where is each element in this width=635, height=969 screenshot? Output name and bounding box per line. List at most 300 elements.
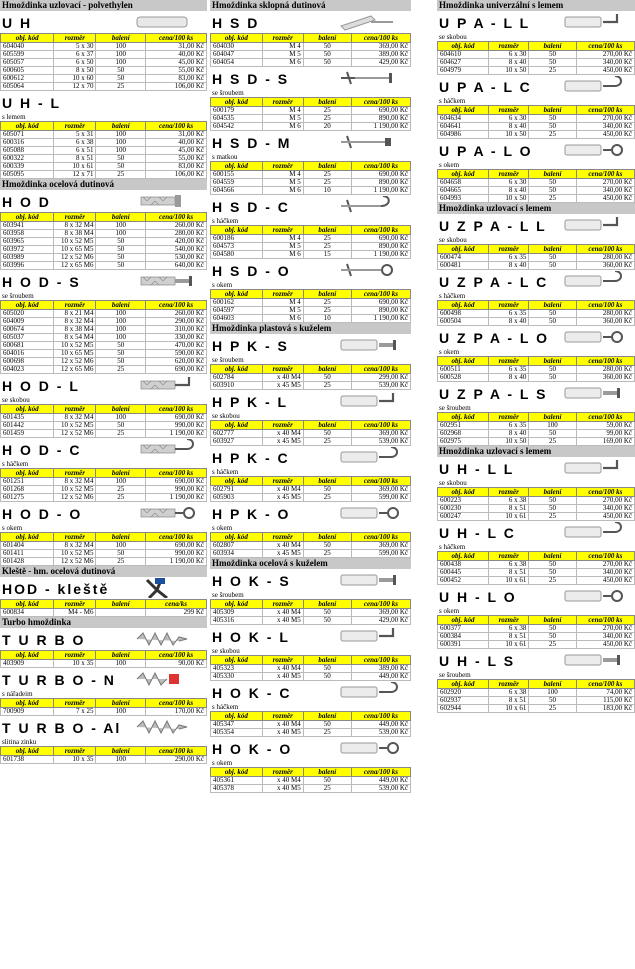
column-header: obj. kód (211, 290, 263, 299)
price-cell: 539,00 Kč (351, 438, 410, 446)
product-variant: s háčkem (2, 460, 29, 468)
toggle-hook-icon (331, 196, 401, 221)
pliers-icon (127, 578, 197, 603)
size-cell: 12 x 71 (54, 171, 96, 179)
table-row (1, 310, 207, 318)
price-cell: 83,00 Kč (146, 163, 207, 171)
column-header: cena/100 ks (351, 98, 410, 107)
column-header: cena/100 ks (351, 533, 410, 542)
price-cell: 340,00 Kč (576, 569, 634, 577)
product-variant: s lemem (2, 113, 26, 121)
table-row (211, 43, 411, 51)
column-header: balení (303, 477, 351, 486)
product-name: H P K - L (212, 394, 289, 410)
price-cell: 599,00 Kč (351, 494, 410, 502)
order-code-cell: 405354 (211, 729, 263, 737)
price-cell: 690,00 Kč (351, 171, 410, 179)
order-code-cell: 600438 (438, 561, 489, 569)
package-cell: 100 (529, 422, 576, 430)
size-cell: 12 x 65 M6 (54, 366, 96, 374)
order-code-cell: 604040 (1, 43, 54, 51)
price-cell: 470,00 Kč (146, 342, 207, 350)
order-code-cell: 603927 (211, 438, 263, 446)
order-code-cell: 604573 (211, 243, 263, 251)
size-cell: 7 x 25 (54, 708, 96, 716)
package-cell: 50 (529, 697, 576, 705)
order-code-cell: 405347 (211, 721, 263, 729)
package-cell: 50 (529, 366, 576, 374)
table-row (211, 430, 411, 438)
product-heading (0, 91, 207, 113)
column-header: cena/100 ks (351, 712, 410, 721)
package-cell: 50 (529, 254, 576, 262)
column-header: rozměr (54, 469, 96, 478)
column-header: obj. kód (211, 712, 263, 721)
product-variant: s okem (439, 607, 460, 615)
table-row (211, 374, 411, 382)
product-variant: se šroubem (212, 591, 244, 599)
table-row (438, 123, 635, 131)
product-variant: s háčkem (439, 543, 466, 551)
table-row (1, 486, 207, 494)
size-cell: x 40 M5 (262, 785, 303, 793)
package-cell: 50 (303, 542, 351, 550)
order-code-cell: 600674 (1, 326, 54, 334)
column-header: rozměr (262, 34, 303, 43)
size-cell: 6 x 51 (54, 147, 96, 155)
table-row (211, 59, 411, 67)
size-cell: 12 x 65 M6 (54, 262, 96, 270)
table-row (1, 550, 207, 558)
size-cell: 6 x 37 (54, 51, 96, 59)
column-header: balení (303, 712, 351, 721)
hook-c-icon (127, 439, 197, 464)
column-right (437, 0, 635, 713)
price-cell: 90,00 Kč (146, 660, 207, 668)
column-header: rozměr (489, 616, 529, 625)
table-header-row (211, 162, 411, 171)
column-header: obj. kód (438, 357, 489, 366)
product-heading (210, 569, 411, 591)
size-cell: 8 x 40 (489, 318, 529, 326)
package-cell: 100 (96, 43, 146, 51)
price-table (210, 420, 411, 446)
product-block-h-o-d-s (0, 270, 207, 374)
table-row (211, 673, 411, 681)
package-cell: 100 (96, 310, 146, 318)
column-header: obj. kód (438, 552, 489, 561)
table-row (1, 262, 207, 270)
product-name: H O D - O (2, 506, 83, 522)
order-code-cell: 604634 (438, 115, 489, 123)
plastic-c-icon (331, 447, 401, 472)
order-code-cell: 600223 (438, 497, 489, 505)
size-cell: x 40 M4 (262, 542, 303, 550)
table-header-row (211, 600, 411, 609)
table-row (438, 51, 635, 59)
product-block-h-o-k-o (210, 737, 411, 793)
order-code-cell: 600230 (438, 505, 489, 513)
column-header: obj. kód (438, 170, 489, 179)
column-header: balení (529, 106, 576, 115)
package-cell: 25 (529, 438, 576, 446)
package-cell: 50 (529, 187, 576, 195)
size-cell: 6 x 38 (489, 689, 529, 697)
package-cell: 50 (303, 609, 351, 617)
size-cell: M 6 (262, 315, 303, 323)
column-header: obj. kód (438, 301, 489, 310)
table-row (1, 558, 207, 566)
table-header-row (438, 552, 635, 561)
column-header: cena/100 ks (351, 162, 410, 171)
order-code-cell: 600681 (1, 342, 54, 350)
table-row (438, 497, 635, 505)
size-cell: 12 x 52 M6 (54, 254, 96, 262)
product-heading (437, 649, 635, 671)
toggle-icon (331, 12, 401, 37)
price-cell: 99,00 Kč (576, 430, 634, 438)
price-cell: 530,00 Kč (146, 254, 207, 262)
price-cell: 690,00 Kč (351, 235, 410, 243)
table-row (211, 107, 411, 115)
package-cell: 25 (529, 513, 576, 521)
product-name: U Z P A - L L (439, 218, 547, 234)
price-table (437, 551, 635, 585)
price-table (0, 746, 207, 764)
order-code-cell: 600474 (438, 254, 489, 262)
hook-l-icon (127, 375, 197, 400)
column-header: rozměr (489, 170, 529, 179)
package-cell: 100 (96, 414, 146, 422)
product-name: H P K - C (212, 450, 290, 466)
order-code-cell: 604986 (438, 131, 489, 139)
table-row (438, 262, 635, 270)
product-name: U P A - L O (439, 143, 533, 159)
package-cell: 50 (529, 569, 576, 577)
product-block-u-z-p-a-l-o (437, 326, 635, 382)
table-row (438, 195, 635, 203)
price-table (210, 655, 411, 681)
product-heading (210, 737, 411, 759)
column-header: rozměr (262, 533, 303, 542)
eye-o-icon (127, 503, 197, 528)
package-cell: 25 (529, 67, 576, 75)
size-cell: 8 x 40 (489, 123, 529, 131)
product-heading (437, 214, 635, 236)
table-header-row (1, 405, 207, 414)
package-cell: 50 (303, 777, 351, 785)
column-header: rozměr (489, 680, 529, 689)
column-header: balení (303, 600, 351, 609)
product-block-u-p-a-l-l (437, 0, 635, 75)
size-cell: 10 x 35 (54, 660, 96, 668)
size-cell: 8 x 40 (489, 187, 529, 195)
order-code-cell: 600377 (438, 625, 489, 633)
package-cell: 25 (529, 195, 576, 203)
column-header: balení (529, 170, 576, 179)
price-table (210, 289, 411, 323)
package-cell: 50 (529, 318, 576, 326)
size-cell: 10 x 61 (489, 705, 529, 713)
order-code-cell: 604030 (211, 43, 263, 51)
table-row (1, 342, 207, 350)
package-cell: 25 (303, 243, 351, 251)
size-cell: 10 x 61 (489, 641, 529, 649)
column-header: balení (96, 699, 146, 708)
toggle-eye-icon (331, 260, 401, 285)
order-code-cell: 600155 (211, 171, 263, 179)
price-cell: 620,00 Kč (146, 358, 207, 366)
price-cell: 340,00 Kč (576, 59, 634, 67)
size-cell: M 5 (262, 51, 303, 59)
column-header: cena/100 ks (576, 552, 634, 561)
order-code-cell: 600316 (1, 139, 54, 147)
section-header: Hmoždinka sklopná dutinová (210, 0, 411, 11)
price-cell: 106,00 Kč (146, 171, 207, 179)
product-heading (437, 11, 635, 33)
product-variant: s okem (439, 161, 460, 169)
column-header: cena/100 ks (146, 405, 207, 414)
product-heading (437, 521, 635, 543)
order-code-cell: 604023 (1, 366, 54, 374)
table-row (211, 550, 411, 558)
column-header: balení (303, 290, 351, 299)
package-cell: 50 (529, 51, 576, 59)
table-row (211, 315, 411, 323)
price-cell: 55,00 Kč (146, 155, 207, 163)
price-table (437, 169, 635, 203)
product-name: H P K - O (212, 506, 291, 522)
size-cell: M 6 (262, 123, 303, 131)
size-cell: 10 x 61 (489, 513, 529, 521)
size-cell: 8 x 51 (489, 505, 529, 513)
plastic-screw-icon (331, 335, 401, 360)
table-row (438, 625, 635, 633)
product-variant: s okem (212, 759, 233, 767)
size-cell: M 4 (262, 43, 303, 51)
price-cell: 360,00 Kč (576, 262, 634, 270)
uh-o-icon (555, 586, 625, 611)
column-header: cena/100 ks (146, 122, 207, 131)
order-code-cell: 600322 (1, 155, 54, 163)
price-table (210, 767, 411, 793)
table-row (1, 660, 207, 668)
table-header-row (438, 106, 635, 115)
table-row (1, 254, 207, 262)
price-cell: 450,00 Kč (576, 195, 634, 203)
product-variant: se šroubem (439, 671, 471, 679)
size-cell: 10 x 65 M5 (54, 246, 96, 254)
price-cell: 1 190,00 Kč (146, 430, 207, 438)
column-header: cena/100 ks (351, 290, 410, 299)
white-plug-icon (127, 12, 197, 37)
size-cell: 8 x 54 M4 (54, 334, 96, 342)
size-cell: 12 x 52 M6 (54, 358, 96, 366)
order-code-cell: 600528 (438, 374, 489, 382)
size-cell: x 40 M4 (262, 430, 303, 438)
order-code-cell: 604016 (1, 350, 54, 358)
product-block-u-h-l-l (437, 446, 635, 521)
price-cell: 990,00 Kč (146, 550, 207, 558)
price-cell: 40,00 Kč (146, 51, 207, 59)
product-block-h-o-k-c (210, 681, 411, 737)
order-code-cell: 604658 (438, 179, 489, 187)
table-row (1, 163, 207, 171)
order-code-cell: 604597 (211, 307, 263, 315)
price-cell: 389,00 Kč (351, 665, 410, 673)
table-row (438, 422, 635, 430)
table-row (211, 179, 411, 187)
table-row (1, 358, 207, 366)
column-header: balení (529, 245, 576, 254)
product-block-u-z-p-a-l-c (437, 270, 635, 326)
table-row (438, 641, 635, 649)
table-header-row (211, 712, 411, 721)
order-code-cell: 600612 (1, 75, 54, 83)
column-header: rozměr (489, 413, 529, 422)
order-code-cell: 604641 (438, 123, 489, 131)
price-cell: 299 Kč (146, 609, 207, 617)
order-code-cell: 601459 (1, 430, 54, 438)
column-header: obj. kód (211, 656, 263, 665)
price-table (210, 364, 411, 390)
package-cell: 100 (96, 478, 146, 486)
product-variant: s okem (439, 348, 460, 356)
section-header: Turbo hmoždinka (0, 617, 207, 628)
column-header: obj. kód (438, 42, 489, 51)
order-code-cell: 605057 (1, 59, 54, 67)
price-cell: 270,00 Kč (576, 625, 634, 633)
package-cell: 100 (96, 326, 146, 334)
product-name: U P A - L L (439, 15, 531, 31)
package-cell: 25 (96, 494, 146, 502)
product-heading (0, 374, 207, 396)
package-cell: 50 (303, 673, 351, 681)
order-code-cell: 605599 (1, 51, 54, 59)
product-heading (210, 681, 411, 703)
order-code-cell: 603989 (1, 254, 54, 262)
column-header: cena/100 ks (146, 651, 207, 660)
table-row (211, 307, 411, 315)
column-header: balení (529, 42, 576, 51)
order-code-cell: 604627 (438, 59, 489, 67)
column-header: balení (529, 357, 576, 366)
size-cell: 6 x 30 (489, 51, 529, 59)
table-row (211, 721, 411, 729)
price-cell: 59,00 Kč (576, 422, 634, 430)
package-cell: 50 (529, 430, 576, 438)
column-header: obj. kód (1, 213, 54, 222)
table-row (1, 542, 207, 550)
order-code-cell: 600481 (438, 262, 489, 270)
table-row (1, 230, 207, 238)
package-cell: 25 (303, 107, 351, 115)
table-row (211, 729, 411, 737)
column-header: balení (96, 34, 146, 43)
steel-o-icon (331, 738, 401, 763)
package-cell: 50 (529, 115, 576, 123)
product-block-u-z-p-a-l-s (437, 382, 635, 446)
section-header: Hmoždinka plastová s kuželem (210, 323, 411, 334)
product-variant: s matkou (212, 153, 238, 161)
package-cell: 50 (96, 350, 146, 358)
size-cell: 8 x 40 (489, 430, 529, 438)
column-header: obj. kód (211, 162, 263, 171)
order-code-cell: 604009 (1, 318, 54, 326)
price-table (437, 105, 635, 139)
steel-l-icon (331, 626, 401, 651)
product-variant: s háčkem (439, 97, 466, 105)
table-header-row (211, 768, 411, 777)
price-cell: 369,00 Kč (351, 430, 410, 438)
package-cell: 50 (303, 59, 351, 67)
package-cell: 50 (96, 67, 146, 75)
column-header: balení (529, 488, 576, 497)
order-code-cell: 600179 (211, 107, 263, 115)
package-cell: 25 (303, 179, 351, 187)
size-cell: x 40 M4 (262, 777, 303, 785)
column-header: rozměr (262, 656, 303, 665)
size-cell: 10 x 52 M5 (54, 486, 96, 494)
table-row (1, 51, 207, 59)
upa-l-icon (555, 12, 625, 37)
table-row (438, 697, 635, 705)
size-cell: x 40 M4 (262, 721, 303, 729)
column-header: rozměr (489, 301, 529, 310)
price-cell: 369,00 Kč (351, 486, 410, 494)
product-heading (437, 326, 635, 348)
size-cell: 8 x 51 (54, 155, 96, 163)
column-header: balení (96, 213, 146, 222)
column-header: obj. kód (438, 106, 489, 115)
product-heading (437, 139, 635, 161)
table-row (211, 665, 411, 673)
table-header-row (1, 301, 207, 310)
price-cell: 340,00 Kč (576, 505, 634, 513)
column-header: cena/100 ks (576, 488, 634, 497)
product-name: H S D (212, 15, 260, 31)
package-cell: 25 (96, 430, 146, 438)
product-block-h-s-d-c (210, 195, 411, 259)
price-cell: 360,00 Kč (576, 318, 634, 326)
size-cell: M 6 (262, 251, 303, 259)
product-name: U P A - L C (439, 79, 532, 95)
column-header: balení (96, 469, 146, 478)
column-header: obj. kód (211, 600, 263, 609)
table-header-row (211, 365, 411, 374)
steel-c-icon (331, 682, 401, 707)
column-middle (210, 0, 411, 793)
size-cell: 8 x 32 M4 (54, 222, 96, 230)
table-row (1, 318, 207, 326)
order-code-cell: 602975 (438, 438, 489, 446)
product-variant: se šroubem (439, 404, 471, 412)
column-header: cena/100 ks (576, 616, 634, 625)
size-cell: 6 x 38 (489, 561, 529, 569)
package-cell: 100 (96, 542, 146, 550)
price-cell: 31,00 Kč (146, 131, 207, 139)
package-cell: 50 (303, 486, 351, 494)
column-header: rozměr (262, 98, 303, 107)
table-row (1, 75, 207, 83)
column-header: rozměr (54, 405, 96, 414)
order-code-cell: 605903 (211, 494, 263, 502)
table-row (438, 318, 635, 326)
section-header: Hmoždinka ocelová dutinová (0, 179, 207, 190)
section-header: Hmoždinka ocelová s kuželem (210, 558, 411, 569)
price-table (437, 487, 635, 521)
product-block-t-u-r-b-o-n (0, 668, 207, 716)
